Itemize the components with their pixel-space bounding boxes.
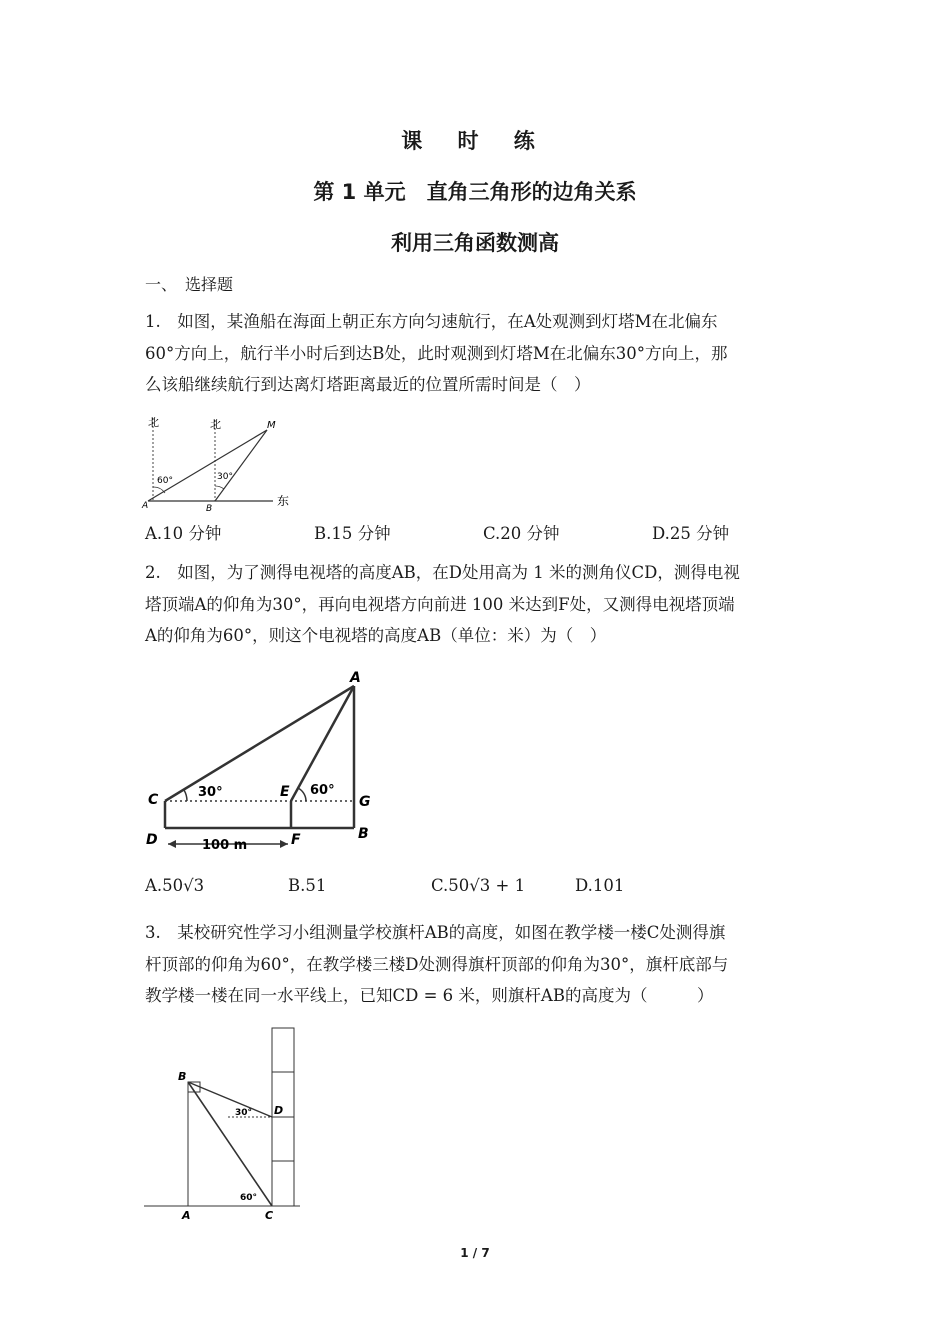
q1-line1: 1. 如图，某渔船在海面上朝正东方向匀速航行，在A处观测到灯塔M在北偏东 [145,312,718,331]
q2-label-B: B [358,826,369,842]
q1-angle-arc-b [215,486,224,489]
q1-label-angle2: 30° [217,472,233,482]
q2-label-angle1: 30° [198,785,223,800]
q2-label-C: C [148,792,159,808]
q2-label-E: E [280,784,290,800]
q1-line3: 么该船继续航行到达离灯塔距离最近的位置所需时间是（ ） [145,375,591,394]
q3-line3: 教学楼一楼在同一水平线上，已知CD = 6 米，则旗杆AB的高度为（ ） [145,986,714,1005]
q2-label-F: F [291,832,301,848]
q3-label-angle2: 60° [240,1193,258,1203]
q2-option-d: D.101 [575,876,625,895]
q3-line1: 3. 某校研究性学习小组测量学校旗杆AB的高度，如图在教学楼一楼C处测得旗 [145,923,726,942]
q2-arrow-left [168,840,176,848]
q3-line-BC [188,1082,272,1206]
q1-label-B: B [206,504,213,514]
q1-label-angle1: 60° [157,476,173,486]
q1-label-east: 东 [277,494,290,508]
q1-figure [140,412,300,516]
q1-label-north1: 北 [148,416,159,429]
q2-label-D: D [146,832,158,848]
q2-option-b: B.51 [288,876,327,895]
q2-label-G: G [359,794,371,810]
q1-label-north2: 北 [210,418,221,431]
q2-arrow-right [280,840,288,848]
title-unit: 第 1 单元 直角三角形的边角关系 [313,180,637,204]
q1-line-AM [148,430,267,501]
q2-label-distance: 100 m [202,838,248,853]
q3-label-angle1: 30° [235,1108,253,1118]
title-main: 课 时 练 [401,129,549,153]
q1-option-d: D.25 分钟 [652,524,730,543]
q1-line-BM [215,430,267,501]
q2-angle-arc-e [298,788,306,801]
section-heading: 一、 选择题 [145,275,234,294]
q3-label-D: D [274,1104,284,1117]
title-topic: 利用三角函数测高 [391,231,559,255]
q3-label-A: A [182,1209,191,1222]
q3-label-B: B [178,1070,187,1083]
question-3 [145,917,810,1012]
q2-option-a: A.50√3 [145,876,205,895]
q2-line2: 塔顶端A的仰角为30°，再向电视塔方向前进 100 米达到F处，又测得电视塔顶端 [145,594,735,614]
question-1 [145,306,810,401]
q1-label-A: A [142,501,149,511]
q1-option-a: A.10 分钟 [145,524,222,543]
q1-option-c: C.20 分钟 [483,524,560,543]
q2-line3: A的仰角为60°，则这个电视塔的高度AB（单位：米）为（ ） [145,626,607,645]
q3-figure [140,1022,310,1224]
q2-figure [140,664,380,858]
q2-angle-arc-c [184,790,187,801]
q1-line2: 60°方向上，航行半小时后到达B处，此时观测到灯塔M在北偏东30°方向上，那 [145,343,728,363]
question-2 [145,557,810,652]
q2-line1: 2. 如图，为了测得电视塔的高度AB，在D处用高为 1 米的测角仪CD，测得电视 [145,563,740,582]
q2-label-angle2: 60° [310,783,335,798]
page-number: 1 / 7 [460,1246,490,1260]
q1-option-b: B.15 分钟 [314,524,391,543]
q1-label-M: M [267,420,276,431]
q2-label-A: A [350,670,361,686]
q3-label-C: C [265,1209,274,1222]
q2-option-c: C.50√3 + 1 [431,876,526,895]
q3-line2: 杆顶部的仰角为60°，在教学楼三楼D处测得旗杆顶部的仰角为30°，旗杆底部与 [145,954,729,974]
